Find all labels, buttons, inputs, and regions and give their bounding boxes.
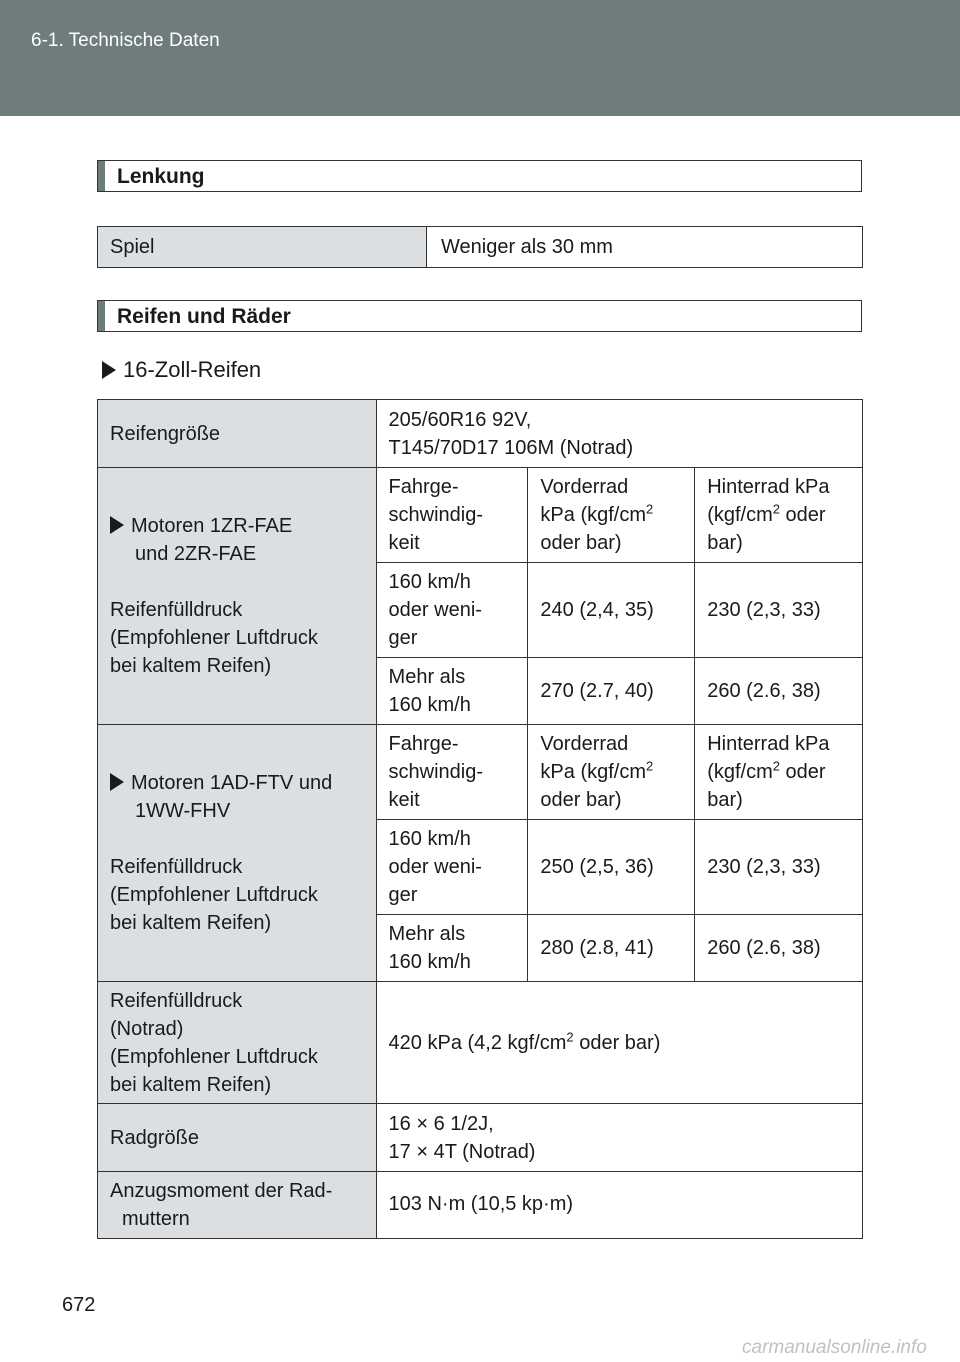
steering-play-label: Spiel xyxy=(98,227,427,268)
pressure-label: Reifenfülldruck xyxy=(110,856,243,878)
spare-pressure-label: Reifenfülldruck (Notrad) (Empfohlener Luftdruck bei kaltem Reifen) xyxy=(98,982,377,1104)
wheel-size-value: 16 × 6 1/2J, 17 × 4T (Notrad) xyxy=(376,1104,862,1172)
heading-accent-bar xyxy=(98,301,105,331)
pressure-label: bei kaltem Reifen) xyxy=(110,912,272,934)
pressure-label: Reifenfülldruck xyxy=(110,599,243,621)
front-pressure-cell: 270 (2.7, 40) xyxy=(528,658,695,725)
speed-cell: Mehr als 160 km/h xyxy=(376,915,528,982)
table-row xyxy=(98,400,863,468)
rear-pressure-cell: 260 (2.6, 38) xyxy=(695,915,863,982)
arrow-right-icon xyxy=(110,773,124,791)
tire-table xyxy=(97,399,863,1239)
section-title: Lenkung xyxy=(117,165,205,188)
chapter-header xyxy=(0,0,960,116)
front-pressure-cell: 250 (2,5, 36) xyxy=(528,820,695,915)
torque-value: 103 N·m (10,5 kp·m) xyxy=(376,1172,862,1239)
torque-label: Anzugsmoment der Rad- muttern xyxy=(98,1172,377,1239)
arrow-right-icon xyxy=(110,516,124,534)
engine-line: und 2ZR-FAE xyxy=(135,543,257,565)
col-header-speed: Fahrge- schwindig- keit xyxy=(376,468,528,563)
tire-size-label: Reifengröße xyxy=(98,400,377,468)
steering-table xyxy=(97,226,863,268)
tire-size-line: T145/70D17 106M (Notrad) xyxy=(388,436,634,459)
speed-cell: Mehr als 160 km/h xyxy=(376,658,528,725)
chapter-title: 6-1. Technische Daten xyxy=(31,30,220,51)
front-pressure-cell: 240 (2,4, 35) xyxy=(528,563,695,658)
rear-pressure-cell: 230 (2,3, 33) xyxy=(695,820,863,915)
engine-group-label xyxy=(98,725,377,982)
tire-subheading xyxy=(102,357,261,383)
table-row xyxy=(98,227,863,268)
section-title: Reifen und Räder xyxy=(117,305,291,328)
arrow-right-icon xyxy=(102,361,116,379)
rear-pressure-cell: 260 (2.6, 38) xyxy=(695,658,863,725)
pressure-label: bei kaltem Reifen) xyxy=(110,655,272,677)
engine-line: Motoren 1AD-FTV und xyxy=(110,769,364,797)
speed-cell: 160 km/h oder weni- ger xyxy=(376,820,528,915)
pressure-label: (Empfohlener Luftdruck xyxy=(110,884,318,906)
col-header-front: Vorderrad kPa ($kgf/cm^2$ oder bar) xyxy=(528,468,695,563)
table-row xyxy=(98,725,863,820)
pressure-label: (Empfohlener Luftdruck xyxy=(110,627,318,649)
subheading-text: 16-Zoll-Reifen xyxy=(123,357,262,382)
page-number: 672 xyxy=(62,1294,96,1316)
speed-cell: 160 km/h oder weni- ger xyxy=(376,563,528,658)
front-pressure-cell: 280 (2.8, 41) xyxy=(528,915,695,982)
table-row xyxy=(98,468,863,563)
steering-play-value: Weniger als 30 mm xyxy=(427,227,863,268)
tire-size-line: 205/60R16 92V, xyxy=(388,408,532,431)
col-header-rear: Hinterrad kPa ($kgf/cm^2$ oder bar) xyxy=(695,468,863,563)
spare-pressure-value: 420 kPa (4,2 kgf/$cm^2$ oder bar) xyxy=(376,982,862,1104)
col-header-front: Vorderrad kPa ($kgf/cm^2$ oder bar) xyxy=(528,725,695,820)
wheel-size-label: Radgröße xyxy=(98,1104,377,1172)
section-heading-steering xyxy=(97,160,862,192)
engine-line: 1WW-FHV xyxy=(135,800,231,822)
engine-line: Motoren 1ZR-FAE xyxy=(110,512,364,540)
table-row xyxy=(98,1172,863,1239)
table-row xyxy=(98,982,863,1104)
col-header-speed: Fahrge- schwindig- keit xyxy=(376,725,528,820)
engine-group-label xyxy=(98,468,377,725)
rear-pressure-cell: 230 (2,3, 33) xyxy=(695,563,863,658)
watermark: carmanualsonline.info xyxy=(742,1337,927,1358)
heading-accent-bar xyxy=(98,161,105,191)
col-header-rear: Hinterrad kPa ($kgf/cm^2$ oder bar) xyxy=(695,725,863,820)
tire-size-value xyxy=(376,400,862,468)
table-row xyxy=(98,1104,863,1172)
section-heading-tires xyxy=(97,300,862,332)
